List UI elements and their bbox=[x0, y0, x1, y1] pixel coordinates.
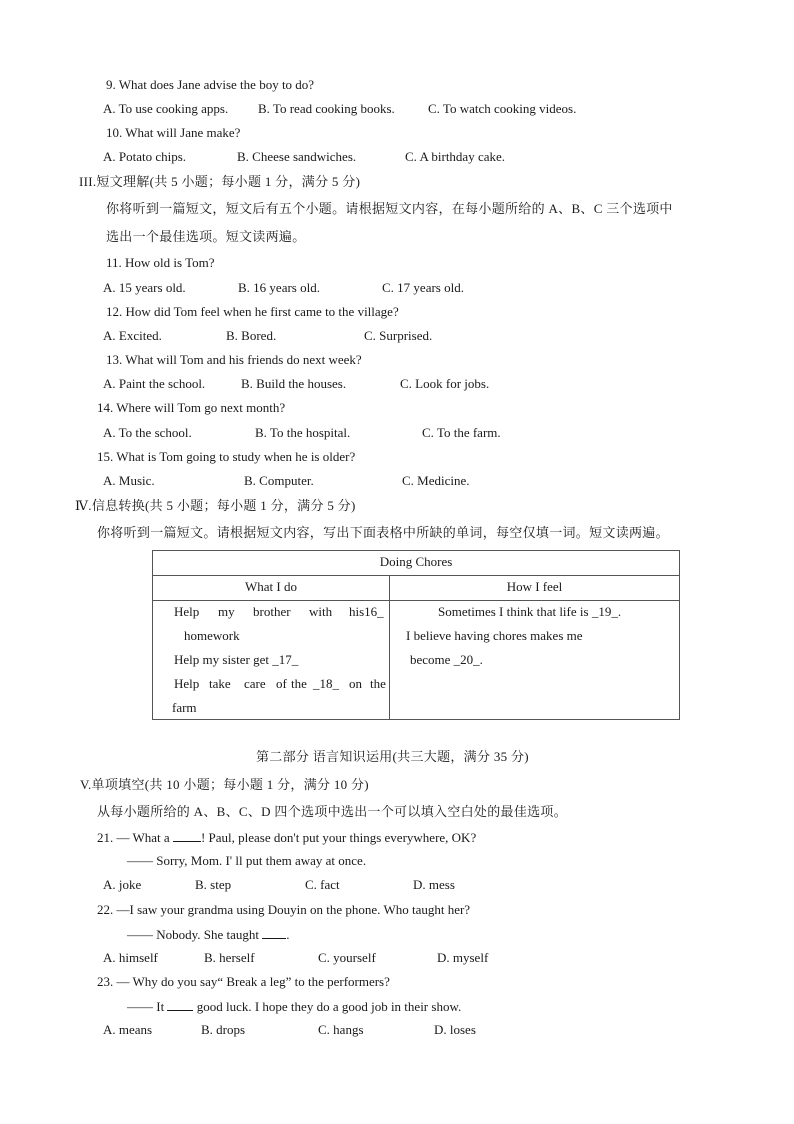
q11-option-c: C. 17 years old. bbox=[382, 280, 464, 295]
q21-reply: —— Sorry, Mom. I' ll put them away at once. bbox=[127, 853, 367, 868]
table-title: Doing Chores bbox=[153, 551, 680, 576]
answer-blank bbox=[262, 926, 286, 939]
q23-option-b: B. drops bbox=[201, 1022, 246, 1037]
question-23: 23. — Why do you say“ Break a leg” to the performers? bbox=[97, 974, 390, 989]
blank-18: _18_ bbox=[313, 676, 339, 691]
question-13: 13. What will Tom and his friends do next week? bbox=[106, 352, 362, 367]
q15-option-c: C. Medicine. bbox=[402, 473, 470, 488]
q15-option-a: A. Music. bbox=[103, 473, 155, 488]
q22-reply bbox=[127, 926, 290, 943]
q21-option-d: D. mess bbox=[413, 877, 455, 892]
q14-option-c: C. To the farm. bbox=[422, 425, 501, 440]
q22-text-cont: . bbox=[286, 927, 290, 942]
what-i-do-cell bbox=[153, 601, 390, 720]
chores-table bbox=[152, 550, 680, 720]
q21-text: 21. — What a bbox=[97, 830, 173, 845]
q21-option-b: B. step bbox=[195, 877, 232, 892]
q13-option-a: A. Paint the school. bbox=[103, 376, 206, 391]
question-14: 14. Where will Tom go next month? bbox=[97, 400, 286, 415]
q22-option-c: C. yourself bbox=[318, 950, 376, 965]
table-word: the bbox=[291, 676, 307, 691]
q23-option-c: C. hangs bbox=[318, 1022, 364, 1037]
q21-option-c: C. fact bbox=[305, 877, 340, 892]
q23-text-cont: good luck. I hope they do a good job in their show. bbox=[193, 999, 462, 1014]
blank-16: his16_ bbox=[349, 604, 384, 619]
q12-option-b: B. Bored. bbox=[226, 328, 277, 343]
table-word: my bbox=[218, 604, 235, 619]
table-word: care bbox=[244, 676, 266, 691]
q15-option-b: B. Computer. bbox=[244, 473, 314, 488]
q13-option-c: C. Look for jobs. bbox=[400, 376, 490, 391]
q13-option-b: B. Build the houses. bbox=[241, 376, 347, 391]
section-5-title: V.单项填空(共 10 小题；每小题 1 分，满分 10 分) bbox=[80, 777, 369, 792]
q22-option-b: B. herself bbox=[204, 950, 255, 965]
question-9: 9. What does Jane advise the boy to do? bbox=[106, 77, 315, 92]
q14-option-a: A. To the school. bbox=[103, 425, 192, 440]
table-word: the bbox=[370, 676, 386, 691]
q12-option-a: A. Excited. bbox=[103, 328, 162, 343]
section-4-title: Ⅳ.信息转换(共 5 小题；每小题 1 分，满分 5 分) bbox=[75, 498, 356, 513]
question-11: 11. How old is Tom? bbox=[106, 255, 215, 270]
q9-option-b: B. To read cooking books. bbox=[258, 101, 395, 116]
table-text: I believe having chores makes me bbox=[406, 628, 583, 643]
answer-blank bbox=[167, 998, 193, 1011]
question-12: 12. How did Tom feel when he first came to the village? bbox=[106, 304, 399, 319]
section-3-instruction-cont: 选出一个最佳选项。短文读两遍。 bbox=[106, 229, 306, 244]
section-3-instruction: 你将听到一篇短文，短文后有五个小题。请根据短文内容，在每小题所给的 A、B、C 三个选项中 bbox=[106, 201, 673, 216]
blank-17: Help my sister get _17_ bbox=[174, 652, 299, 667]
table-word: on bbox=[349, 676, 362, 691]
q14-option-b: B. To the hospital. bbox=[255, 425, 351, 440]
q22-text: —— Nobody. She taught bbox=[127, 927, 263, 942]
section-3-title: III.短文理解(共 5 小题；每小题 1 分，满分 5 分) bbox=[79, 174, 361, 189]
section-5-instruction: 从每小题所给的 A、B、C、D 四个选项中选出一个可以填入空白处的最佳选项。 bbox=[97, 804, 568, 819]
blank-20: become _20_. bbox=[410, 652, 483, 667]
q23-reply bbox=[127, 998, 461, 1015]
q21-text-cont: ! Paul, please don't put your things everywhere, OK? bbox=[200, 830, 477, 845]
table-word: of bbox=[276, 676, 287, 691]
q23-option-d: D. loses bbox=[434, 1022, 476, 1037]
table-word: Help bbox=[174, 604, 200, 619]
table-text: homework bbox=[184, 628, 240, 643]
question-10: 10. What will Jane make? bbox=[106, 125, 241, 140]
table-header-how-i-feel: How I feel bbox=[390, 576, 680, 601]
table-word: with bbox=[309, 604, 333, 619]
blank-19: Sometimes I think that life is _19_. bbox=[438, 604, 622, 619]
q9-option-a: A. To use cooking apps. bbox=[103, 101, 229, 116]
q10-option-a: A. Potato chips. bbox=[103, 149, 187, 164]
table-word: brother bbox=[253, 604, 291, 619]
part-2-title: 第二部分 语言知识运用(共三大题，满分 35 分) bbox=[256, 749, 529, 764]
table-word: Help bbox=[174, 676, 200, 691]
answer-blank bbox=[173, 829, 201, 842]
q12-option-c: C. Surprised. bbox=[364, 328, 433, 343]
q11-option-a: A. 15 years old. bbox=[103, 280, 186, 295]
section-4-instruction: 你将听到一篇短文。请根据短文内容，写出下面表格中所缺的单词，每空仅填一词。短文读两遍。 bbox=[97, 525, 669, 540]
q11-option-b: B. 16 years old. bbox=[238, 280, 320, 295]
table-word: take bbox=[209, 676, 231, 691]
question-21 bbox=[97, 829, 476, 846]
how-i-feel-cell bbox=[390, 601, 680, 720]
q22-option-a: A. himself bbox=[103, 950, 158, 965]
q10-option-b: B. Cheese sandwiches. bbox=[237, 149, 357, 164]
table-text: farm bbox=[172, 700, 197, 715]
question-15: 15. What is Tom going to study when he is older? bbox=[97, 449, 356, 464]
q10-option-c: C. A birthday cake. bbox=[405, 149, 506, 164]
q23-option-a: A. means bbox=[103, 1022, 153, 1037]
q9-option-c: C. To watch cooking videos. bbox=[428, 101, 577, 116]
q22-option-d: D. myself bbox=[437, 950, 489, 965]
q21-option-a: A. joke bbox=[103, 877, 142, 892]
question-22: 22. —I saw your grandma using Douyin on the phone. Who taught her? bbox=[97, 902, 471, 917]
table-header-what-i-do: What I do bbox=[153, 576, 390, 601]
q23-text: —— It bbox=[127, 999, 168, 1014]
